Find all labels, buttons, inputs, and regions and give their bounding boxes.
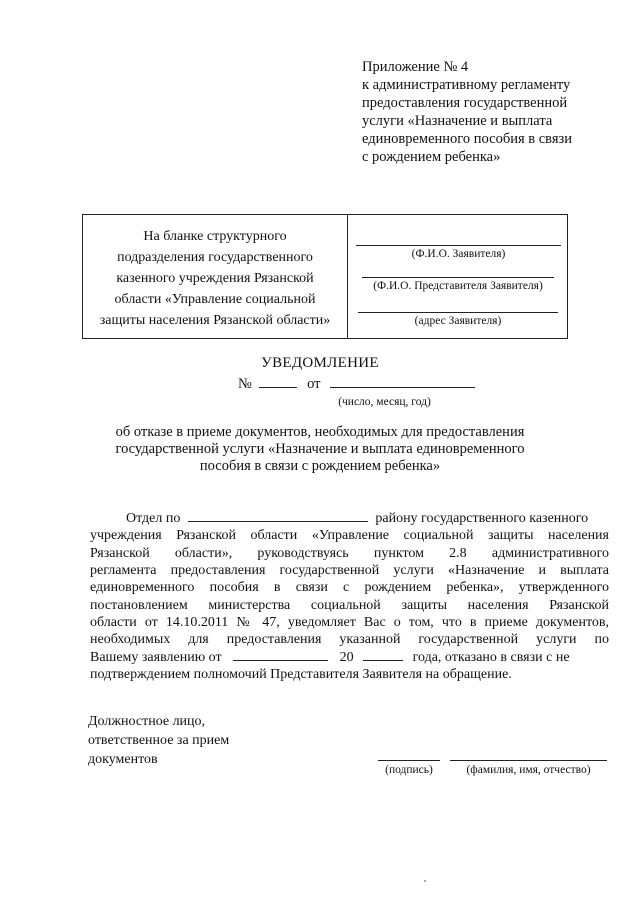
body-line-10: подтверждением полномочий Представителя Заявителя на обращение. [90,667,512,682]
representative-name-line[interactable] [362,277,554,278]
body-line-4: регламента предоставления государственной услуги «Назначение и выплата [90,563,609,578]
appendix-line: с рождением ребенка» [362,149,501,165]
signature-line[interactable] [378,760,440,761]
body-text: 20 [339,650,354,665]
applicant-address-caption: (адрес Заявителя) [414,315,502,327]
document-title: УВЕДОМЛЕНИЕ [261,355,379,371]
representative-name-caption: (Ф.И.О. Представителя Заявителя) [373,280,543,292]
district-field[interactable] [188,521,368,522]
body-line-3: Рязанской области», руководствуясь пунктом 2.8 административного [90,546,609,561]
date-field[interactable] [330,387,475,388]
subject-line: об отказе в приеме документов, необходимых для предоставления [115,424,525,440]
official-name-line[interactable] [450,760,607,761]
letterhead-line: казенного учреждения Рязанской [116,271,314,286]
letterhead-line: области «Управление социальной [114,292,316,307]
applicant-name-line[interactable] [356,245,561,246]
official-block [88,712,229,769]
letterhead-line: защиты населения Рязанской области» [99,313,331,328]
subject-line: государственной услуги «Назначение и выплата единовременного [115,441,525,457]
appendix-line: предоставления государственной [362,95,568,111]
number-field[interactable] [259,387,297,388]
body-line-5: единовременного пособия в связи с рождением ребенка», утвержденного [90,580,609,595]
scan-speck [424,880,426,882]
body-line-7: области от 14.10.2011 № 47, уведомляет Вас о том, что в приеме документов, [90,615,609,630]
application-date-field[interactable] [233,660,328,661]
date-from-label: от [307,376,321,392]
body-text: району государственного казенного [375,511,589,526]
body-line-9 [90,649,570,666]
date-caption: (число, месяц, год) [338,396,431,408]
letterhead-line: На бланке структурного [143,229,287,244]
body-text: Отдел по [126,511,181,526]
official-name-caption: (фамилия, имя, отчество) [466,764,591,776]
appendix-line: услуги «Назначение и выплата [362,113,553,129]
body-line-1 [126,510,588,527]
applicant-address-line[interactable] [358,312,558,313]
body-line-2: учреждения Рязанской области «Управление социальной защиты населения [90,528,609,543]
appendix-line: Приложение № 4 [362,59,469,75]
official-line: документов [88,752,158,767]
letterhead-placeholder [84,226,346,331]
signature-caption: (подпись) [385,764,433,776]
subject-line: пособия в связи с рождением ребенка» [199,458,441,474]
applicant-name-caption: (Ф.И.О. Заявителя) [411,248,506,260]
notice-subject [0,424,640,475]
appendix-line: единовременного пособия в связи [362,131,572,147]
body-line-8: необходимых для предоставления указанной государственной услуги по [90,632,609,647]
body-text: Вашему заявлению от [90,650,222,665]
body-text: года, отказано в связи с не [412,650,570,665]
number-date-line [238,376,475,393]
header-box-divider [347,214,348,338]
appendix-line: к административному регламенту [362,77,571,93]
letterhead-line: подразделения государственного [117,250,313,265]
appendix-header [362,58,572,166]
application-year-field[interactable] [363,660,403,661]
official-line: ответственное за прием [88,733,230,748]
number-sign: № [238,376,252,392]
body-line-6: постановлением министерства социальной защиты населения Рязанской [90,598,609,613]
official-line: Должностное лицо, [88,714,206,729]
